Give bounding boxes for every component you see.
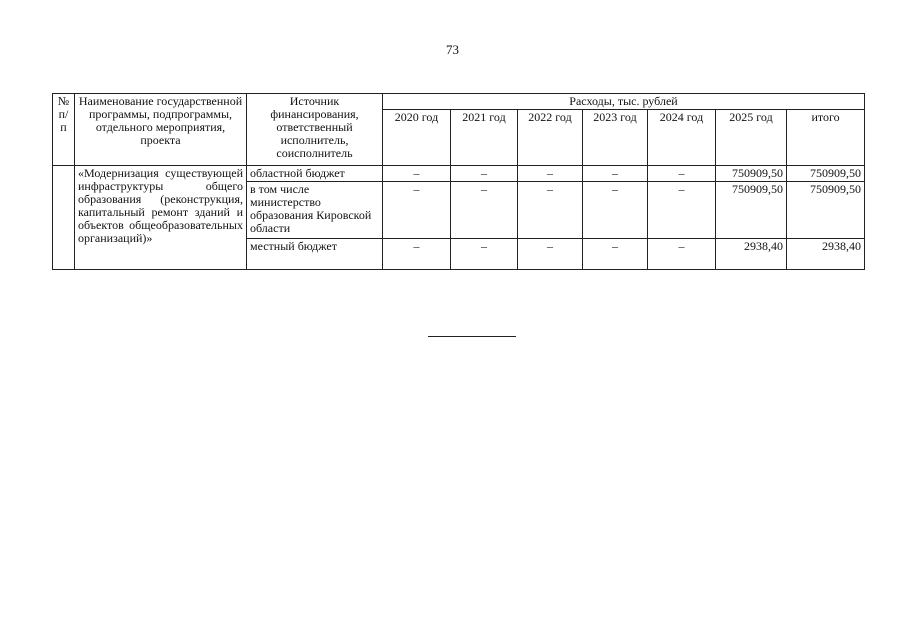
source-cell: местный бюджет <box>247 239 383 270</box>
value-cell: – <box>383 239 451 270</box>
header-row-1 <box>53 94 865 110</box>
value-cell: – <box>648 166 716 182</box>
num-cell <box>53 166 75 270</box>
value-cell: – <box>451 182 518 239</box>
header-num: № п/п <box>53 94 75 166</box>
value-cell: – <box>518 239 583 270</box>
project-name: «Модернизация существующей инфраструктуры общего образования (реконструкция, капитальный ремонт зданий и объектов общеобразовательных организаций)» <box>75 166 247 270</box>
total-cell: 750909,50 <box>787 166 865 182</box>
total-cell: 750909,50 <box>787 182 865 239</box>
value-cell: – <box>583 182 648 239</box>
value-cell: – <box>383 182 451 239</box>
value-cell: – <box>518 182 583 239</box>
header-year-2022: 2022 год <box>518 110 583 166</box>
value-cell: – <box>518 166 583 182</box>
total-cell: 2938,40 <box>787 239 865 270</box>
table-row <box>53 166 865 182</box>
value-cell: – <box>383 166 451 182</box>
source-cell: областной бюджет <box>247 166 383 182</box>
header-total: итого <box>787 110 865 166</box>
value-cell: – <box>583 166 648 182</box>
end-divider <box>428 336 516 337</box>
source-cell: в том числе министерство образования Кировской области <box>247 182 383 239</box>
value-cell: – <box>648 239 716 270</box>
header-year-2021: 2021 год <box>451 110 518 166</box>
header-year-2023: 2023 год <box>583 110 648 166</box>
value-cell: 750909,50 <box>716 182 787 239</box>
header-name: Наименование государственной программы, подпрограммы, отдельного мероприятия, проекта <box>75 94 247 166</box>
value-cell: – <box>583 239 648 270</box>
value-cell: – <box>451 239 518 270</box>
value-cell: 750909,50 <box>716 166 787 182</box>
value-cell: – <box>451 166 518 182</box>
value-cell: 2938,40 <box>716 239 787 270</box>
value-cell: – <box>648 182 716 239</box>
expenses-table <box>52 93 865 270</box>
header-year-2025: 2025 год <box>716 110 787 166</box>
header-source: Источник финансирования, ответственный исполнитель, соисполнитель <box>247 94 383 166</box>
header-expenses: Расходы, тыс. рублей <box>383 94 865 110</box>
header-year-2020: 2020 год <box>383 110 451 166</box>
header-year-2024: 2024 год <box>648 110 716 166</box>
page-number: 73 <box>446 42 459 57</box>
